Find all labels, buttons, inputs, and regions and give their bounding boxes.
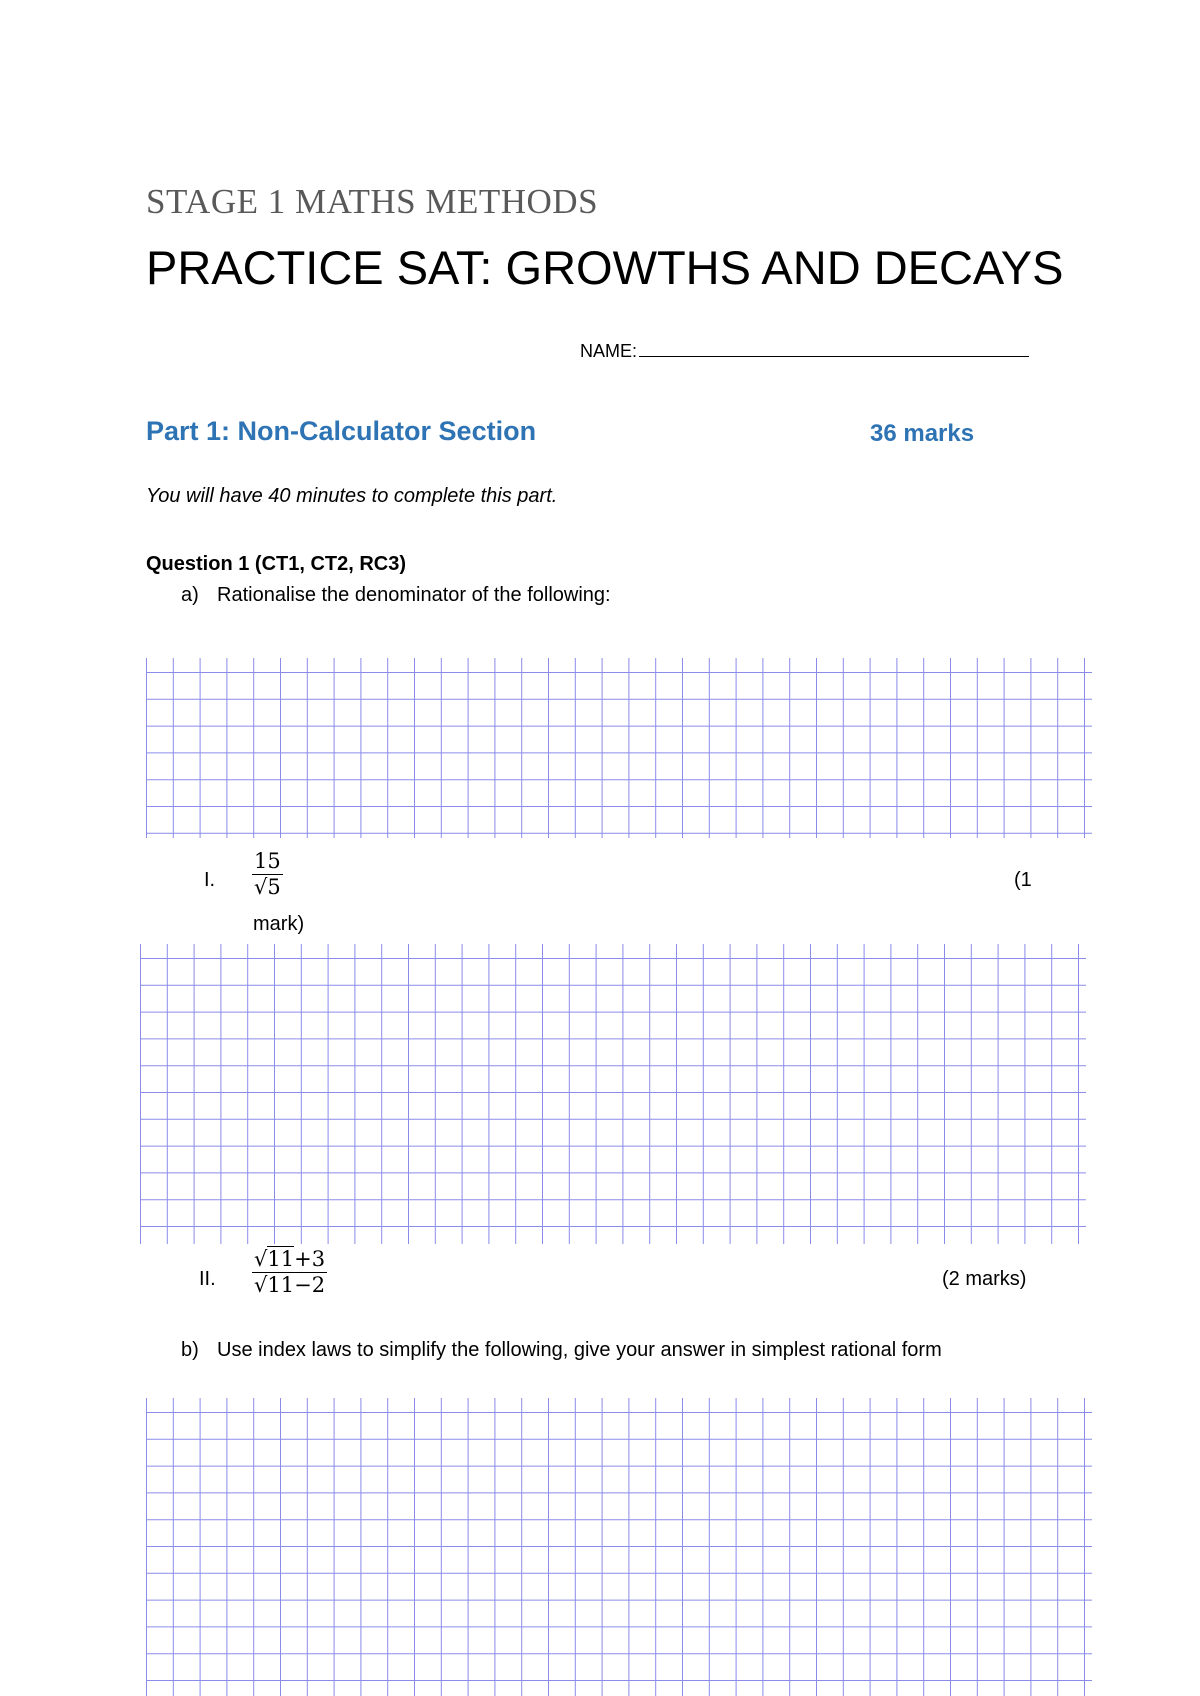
subquestion-b-text: Use index laws to simplify the following, give your answer in simplest rational form	[217, 1339, 942, 1361]
part-instructions: You will have 40 minutes to complete this part.	[146, 485, 558, 507]
item-i-marks-open: (1	[1014, 869, 1032, 891]
subquestion-a-letter: a)	[181, 584, 199, 606]
part-heading: Part 1: Non-Calculator Section	[146, 416, 537, 446]
subquestion-a-text: Rationalise the denominator of the following:	[217, 584, 611, 606]
page-title: PRACTICE SAT: GROWTHS AND DECAYS	[146, 241, 1064, 294]
item-ii-numerator: √11+3	[254, 1247, 326, 1271]
name-field[interactable]	[580, 340, 1029, 362]
item-i-denominator: √5	[254, 875, 281, 900]
item-ii-numeral: II.	[199, 1268, 216, 1290]
item-ii-num-radicand: 11	[267, 1247, 295, 1271]
item-i-radicand: 5	[267, 875, 281, 900]
item-ii-den-rest: −2	[294, 1273, 326, 1298]
name-line[interactable]	[639, 340, 1029, 357]
subquestion-b-letter: b)	[181, 1339, 199, 1361]
answer-grid-1[interactable]	[146, 658, 1092, 838]
subquestion-a	[181, 584, 611, 607]
subquestion-b	[181, 1339, 942, 1362]
part-marks: 36 marks	[870, 420, 975, 447]
item-i-numerator: 15	[254, 849, 281, 873]
item-i-fraction	[252, 850, 283, 899]
answer-grid-3[interactable]	[146, 1398, 1092, 1696]
answer-grid-2[interactable]	[140, 944, 1086, 1244]
item-ii-fraction	[252, 1248, 327, 1297]
item-i-marks-close: mark)	[253, 913, 305, 935]
course-title: STAGE 1 MATHS METHODS	[146, 182, 599, 221]
item-ii-marks: (2 marks)	[942, 1268, 1027, 1290]
item-ii-num-rest: +3	[294, 1247, 326, 1271]
item-ii-denominator: √11−2	[254, 1273, 326, 1298]
name-label: NAME:	[580, 341, 638, 361]
item-i-numeral: I.	[204, 869, 216, 891]
question-heading: Question 1 (CT1, CT2, RC3)	[146, 553, 407, 575]
item-ii-den-radicand: 11	[267, 1273, 295, 1298]
